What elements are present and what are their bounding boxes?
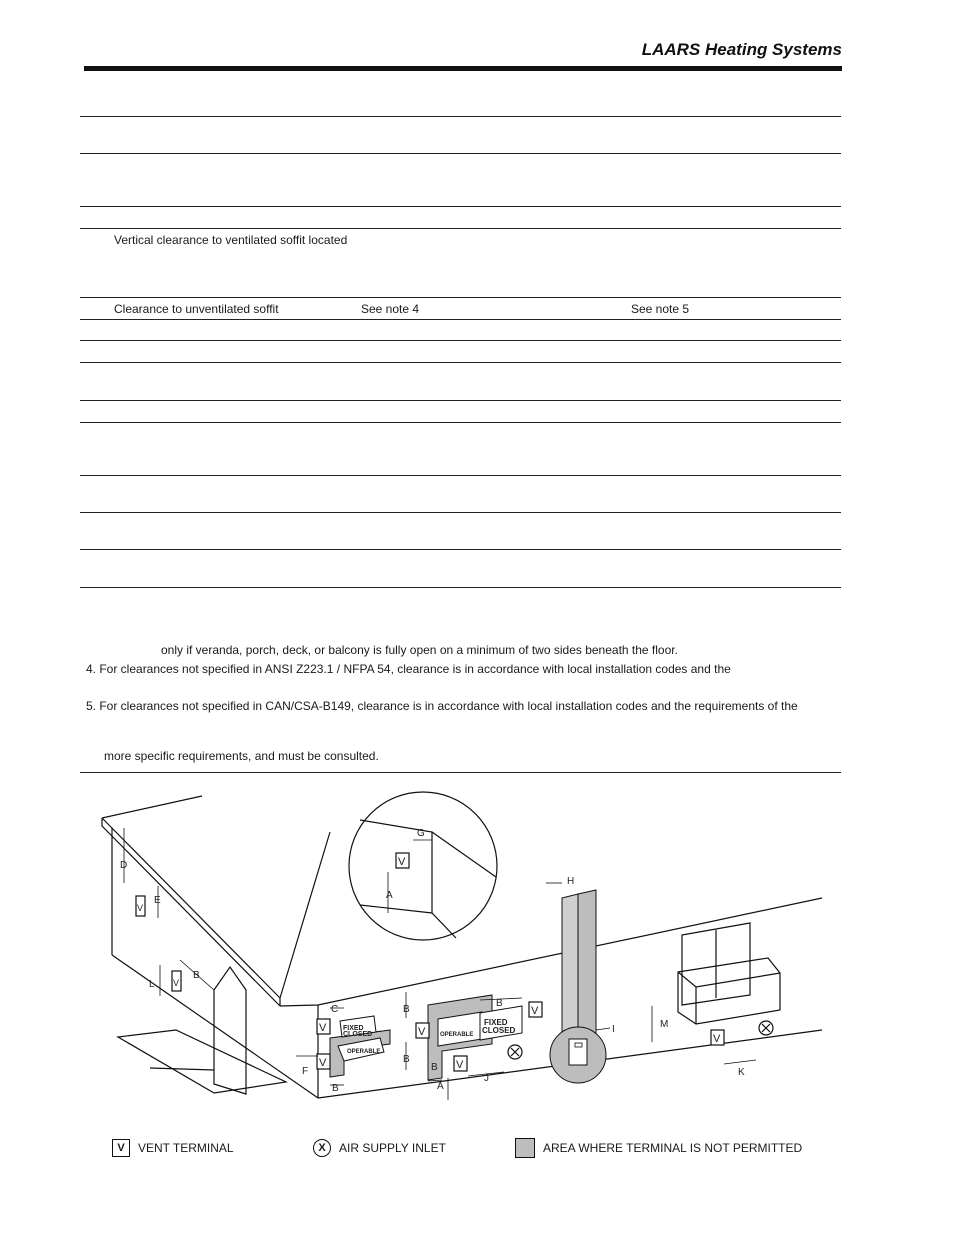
table-rule [80,475,841,476]
table-rule [80,549,841,550]
note-5-continuation: more specific requirements, and must be consulted. [104,749,379,763]
operable-label: OPERABLE [347,1049,381,1055]
note-5: 5. For clearances not specified in CAN/CSA-B149, clearance is in accordance with local installation codes and the requirements of the [86,699,798,713]
closed-label: CLOSED [482,1026,516,1035]
door [214,967,246,1094]
dim-label-a: A [437,1081,444,1092]
svg-text:V: V [456,1059,464,1071]
dim-label-l: L [149,979,155,990]
table-rule [80,206,841,207]
roof-fascia [102,818,280,1006]
legend-not-permitted [515,1137,802,1159]
fixed-label: FIXED [343,1025,364,1032]
fixed-label: FIXED [484,1018,508,1027]
not-permitted-swatch [515,1138,535,1158]
dim-label-i: I [612,1024,615,1035]
air-inlet-icon: X [313,1139,331,1157]
note-3-continuation: only if veranda, porch, deck, or balcony is fully open on a minimum of two sides beneath the floor. [161,643,678,657]
dim-label-g: G [417,828,425,839]
table-rule [80,362,841,363]
svg-text:V: V [398,856,406,868]
dim-label-e: E [154,895,161,906]
legend-label: AIR SUPPLY INLET [339,1141,446,1155]
svg-text:V: V [418,1026,426,1038]
table-rule [80,587,841,588]
dim-label-a: A [386,890,393,901]
table-rule [80,297,841,298]
table-rule [80,228,841,229]
svg-text:V: V [319,1057,327,1069]
dim-label-d: D [120,860,128,871]
detail-circle [349,792,497,940]
table-rule [80,340,841,341]
svg-text:V: V [531,1005,539,1017]
table-rule [80,319,841,320]
dim-label-j: J [484,1073,489,1084]
legend-vent-terminal [112,1137,234,1159]
front-wall-top [280,898,822,1006]
dim-label-b: B [332,1083,339,1094]
table-row-label: Clearance to unventilated soffit [114,302,279,316]
dim-label-b: B [431,1062,438,1073]
roof-ridge-line [280,832,330,998]
table-cell-us: See note 4 [361,302,420,316]
roof-eave-left [102,818,280,998]
dim-label-h: H [567,876,575,887]
svg-text:V: V [173,978,180,988]
notes-rule [80,772,841,773]
legend-air-supply-inlet [313,1137,446,1159]
walkway [118,1030,286,1093]
svg-text:V: V [137,903,144,913]
table-rule [80,422,841,423]
operable-label: OPERABLE [440,1032,474,1038]
dim-label-m: M [660,1019,669,1030]
vent-terminal-icon: V [112,1139,130,1157]
roof-edge [102,796,202,818]
brand-title: LAARS Heating Systems [641,40,842,59]
header-rule [84,66,842,71]
table-cell-canada: See note 5 [631,302,690,316]
legend-label: VENT TERMINAL [138,1141,234,1155]
vent-clearance-diagram [0,780,954,1125]
closed-label: CLOSED [343,1031,373,1038]
svg-text:V: V [319,1022,327,1034]
table-rule [80,512,841,513]
table-rule [80,400,841,401]
table-rule [80,153,841,154]
dim-label-b: B [193,970,200,981]
table-row-label: Vertical clearance to ventilated soffit located [114,233,348,247]
legend-label: AREA WHERE TERMINAL IS NOT PERMITTED [543,1141,803,1155]
planter-box [678,958,780,1024]
table-rule [80,116,841,117]
dim-label-c: C [331,1004,339,1015]
dim-label-b: B [496,998,503,1009]
dim-label-b: B [403,1004,410,1015]
svg-text:V: V [713,1033,721,1045]
note-4: 4. For clearances not specified in ANSI Z223.1 / NFPA 54, clearance is in accordance with local installation codes and the [86,662,731,676]
dim-label-b: B [403,1054,410,1065]
dim-label-k: K [738,1067,745,1078]
dim-label-f: F [302,1066,309,1077]
